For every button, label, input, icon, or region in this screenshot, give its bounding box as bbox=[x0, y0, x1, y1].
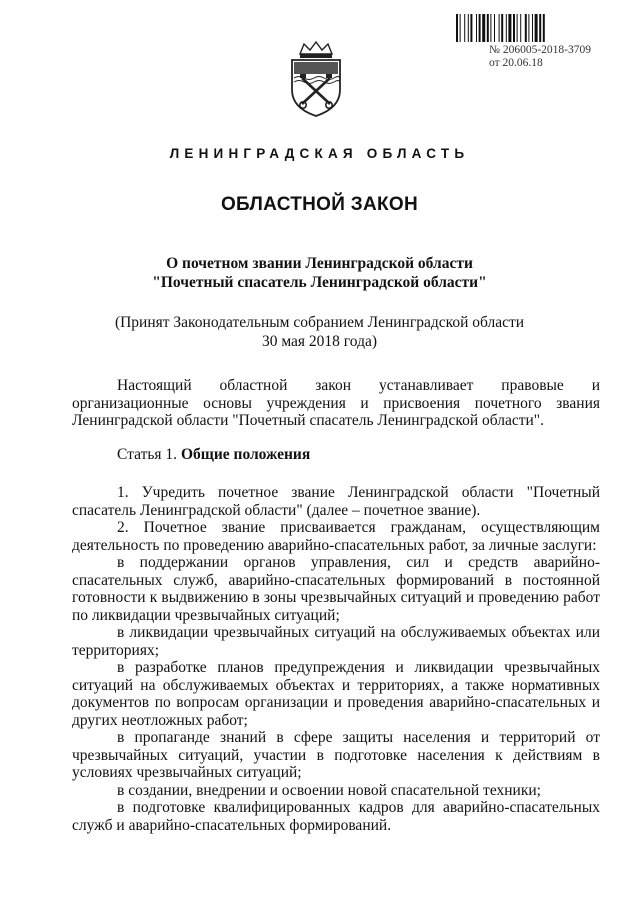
law-subject-title bbox=[0, 254, 639, 292]
article-paragraph bbox=[72, 484, 600, 519]
paragraph-text: в пропаганде знаний в сфере защиты населения и территорий от чрезвычайных ситуаций, участии в подготовке населения к действиям в условиях чрезвычайных ситуаций; bbox=[72, 729, 600, 782]
paragraph-text: 1. Учредить почетное звание Ленинградской области "Почетный спасатель Ленинградской области" (далее – почетное звание). bbox=[72, 484, 600, 519]
paragraph-text: в поддержании органов управления, сил и средств аварийно-спасательных служб, аварийно-спасательных формирований в постоянной готовности к выдвижению в зоны чрезвычайных ситуаций и проведению работ по ликвидации чрезвычайных ситуаций; bbox=[72, 554, 600, 624]
registration-date: от 20.06.18 bbox=[489, 57, 543, 69]
article-paragraph bbox=[72, 782, 600, 800]
article-paragraph bbox=[72, 519, 600, 554]
article-title: Общие положения bbox=[180, 446, 311, 463]
adoption-note bbox=[0, 313, 639, 351]
coat-of-arms-emblem bbox=[286, 40, 346, 118]
law-subject-line-2: "Почетный спасатель Ленинградской области" bbox=[152, 274, 487, 291]
region-heading: ЛЕНИНГРАДСКАЯ ОБЛАСТЬ bbox=[169, 146, 470, 161]
article-paragraph bbox=[72, 729, 600, 782]
paragraph-text: в создании, внедрении и освоении новой спасательной техники; bbox=[117, 782, 541, 799]
paragraph-text: в разработке планов предупреждения и ликвидации чрезвычайных ситуаций на обслуживаемых объектах и территориях, а также нормативных документов по вопросам организации и проведения аварийно-спасательных и других неотложных работ; bbox=[72, 659, 600, 729]
adoption-note-line-1: (Принят Законодательным собранием Ленинградской области bbox=[114, 314, 525, 331]
article-paragraph bbox=[72, 554, 600, 624]
article-number: Статья 1. bbox=[117, 446, 178, 463]
registration-stamp bbox=[489, 44, 591, 70]
adoption-note-line-2: 30 мая 2018 года) bbox=[261, 333, 378, 350]
article-paragraph bbox=[72, 799, 600, 834]
article-paragraph bbox=[72, 624, 600, 659]
paragraph-text: в подготовке квалифицированных кадров для аварийно-спасательных служб и аварийно-спасательных формирований. bbox=[72, 799, 600, 834]
paragraph-text: 2. Почетное звание присваивается гражданам, осуществляющим деятельность по проведению аварийно-спасательных работ, за личные заслуги: bbox=[72, 519, 600, 554]
document-type-title: ОБЛАСТНОЙ ЗАКОН bbox=[220, 194, 419, 215]
paragraph-text: в ликвидации чрезвычайных ситуаций на обслуживаемых объектах или территориях; bbox=[72, 624, 600, 659]
registration-number: № 206005-2018-3709 bbox=[489, 44, 592, 56]
preamble-text: Настоящий областной закон устанавливает правовые и организационные основы учреждения и присвоения почетного звания Ленинградской области "Почетный спасатель Ленинградской области". bbox=[72, 377, 600, 430]
law-subject-line-1: О почетном звании Ленинградской области bbox=[166, 255, 473, 272]
preamble-paragraph bbox=[72, 377, 600, 430]
barcode bbox=[456, 14, 606, 42]
article-paragraph bbox=[72, 659, 600, 729]
article-1-heading bbox=[72, 446, 600, 464]
